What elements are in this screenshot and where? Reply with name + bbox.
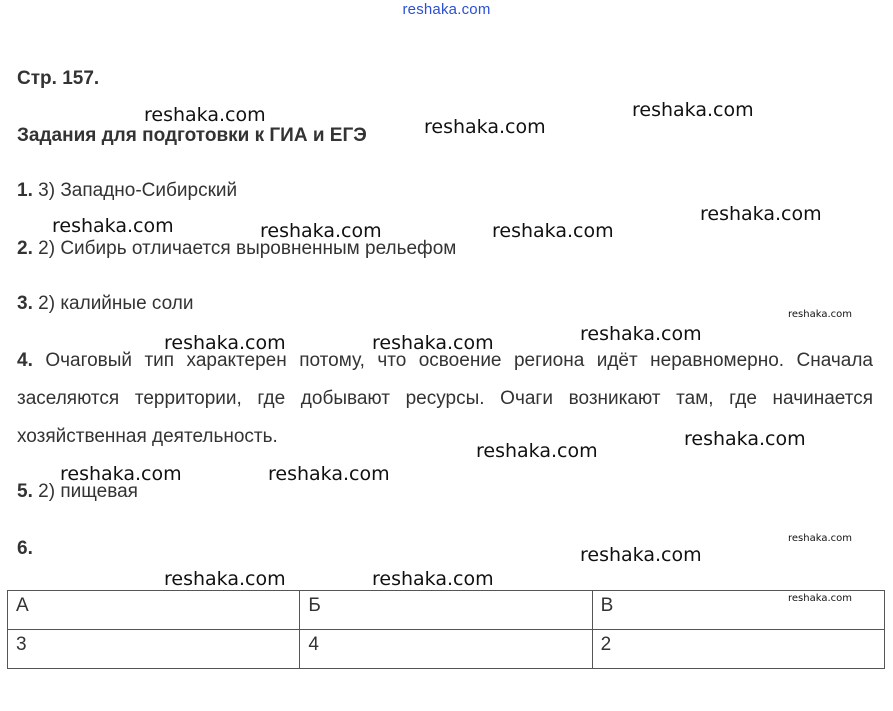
watermark: reshaka.com bbox=[580, 323, 702, 345]
table-header-row bbox=[8, 591, 885, 630]
watermark: reshaka.com bbox=[268, 463, 390, 485]
question-6 bbox=[17, 538, 33, 560]
section-title: Задания для подготовки к ГИА и ЕГЭ bbox=[17, 125, 367, 146]
table-row bbox=[8, 630, 885, 669]
watermark: reshaka.com bbox=[424, 116, 546, 138]
answer-text: Очаговый тип характерен потому, что освоение региона идёт неравномерно. Сначала заселяются территории, где добывают ресурсы. Очаги возникают там, где начинается хозяйственная деятельность. bbox=[17, 350, 873, 447]
question-number: 6. bbox=[17, 538, 33, 559]
watermark: reshaka.com bbox=[580, 544, 702, 566]
question-2 bbox=[17, 238, 456, 260]
question-number: 5. bbox=[17, 481, 33, 502]
watermark: reshaka.com bbox=[372, 332, 494, 354]
question-3 bbox=[17, 293, 193, 315]
watermark: reshaka.com bbox=[144, 104, 266, 126]
watermark: reshaka.com bbox=[60, 463, 182, 485]
watermark: reshaka.com bbox=[260, 220, 382, 242]
watermark: reshaka.com bbox=[476, 440, 598, 462]
watermark: reshaka.com bbox=[700, 203, 822, 225]
watermark: reshaka.com bbox=[492, 220, 614, 242]
watermark: reshaka.com bbox=[52, 215, 174, 237]
table-cell: В bbox=[592, 591, 884, 630]
table-cell: 3 bbox=[8, 630, 300, 669]
watermark: reshaka.com bbox=[372, 568, 494, 590]
table-cell: А bbox=[8, 591, 300, 630]
watermark: reshaka.com bbox=[632, 99, 754, 121]
site-link[interactable]: reshaka.com bbox=[402, 1, 491, 18]
page-ref: Стр. 157. bbox=[17, 68, 100, 89]
question-number: 1. bbox=[17, 180, 33, 201]
question-1 bbox=[17, 180, 237, 202]
table-cell: 4 bbox=[300, 630, 592, 669]
table-cell: Б bbox=[300, 591, 592, 630]
answer-text: 2) калийные соли bbox=[38, 293, 194, 314]
answer-text: 2) пищевая bbox=[38, 481, 138, 502]
question-number: 3. bbox=[17, 293, 33, 314]
question-number: 4. bbox=[17, 350, 33, 371]
answer-text: 3) Западно-Сибирский bbox=[38, 180, 238, 201]
table-cell: 2 bbox=[592, 630, 884, 669]
question-number: 2. bbox=[17, 238, 33, 259]
watermark: reshaka.com bbox=[684, 428, 806, 450]
watermark: reshaka.com bbox=[164, 332, 286, 354]
watermark: reshaka.com bbox=[788, 533, 852, 544]
watermark: reshaka.com bbox=[164, 568, 286, 590]
watermark: reshaka.com bbox=[788, 593, 852, 604]
answer-table bbox=[7, 590, 885, 669]
answer-text: 2) Сибирь отличается выровненным рельефом bbox=[38, 238, 457, 259]
watermark: reshaka.com bbox=[788, 309, 852, 320]
